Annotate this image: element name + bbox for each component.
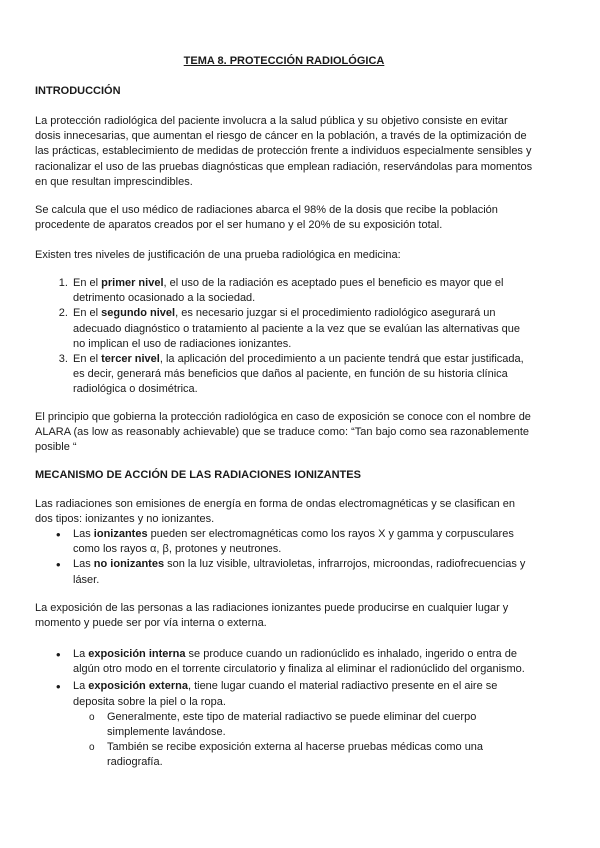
page-title: TEMA 8. PROTECCIÓN RADIOLÓGICA — [183, 55, 385, 67]
section-heading-intro: INTRODUCCIÓN — [35, 85, 121, 97]
mechanism-paragraph-2: La exposición de las personas a las radiaciones ionizantes puede producirse en cualquier lugar y momento y puede ser por vía interna o externa. — [35, 602, 509, 630]
section-heading-mechanism: MECANISMO DE ACCIÓN DE LAS RADIACIONES IONIZANTES — [35, 469, 361, 481]
mechanism-paragraph-1: Las radiaciones son emisiones de energía en forma de ondas electromagnéticas y se clasifican en dos tipos: ionizantes y no ionizantes. — [35, 498, 515, 526]
list-item: 3. En el tercer nivel, la aplicación del procedimiento a un paciente tendrá que estar justificada, es decir, generará más beneficios que daños al paciente, en función de su historia clínica radiológica o dosimétrica. — [71, 352, 535, 398]
exposure-types-list — [35, 647, 535, 771]
intro-paragraph-1: La protección radiológica del paciente involucra a la salud pública y su objetivo consiste en evitar dosis innecesarias, que aumentan el riesgo de cáncer en la población, a través de la optimización de las prácticas, establecimiento de medidas de protección frente a individuos especialmente sensibles y racionalizar el uso de las pruebas diagnósticas que emplean radiación, reservándolas para momentos en que resultan imprescindibles. — [35, 115, 533, 188]
radiation-types-list — [35, 527, 535, 588]
list-item: o También se recibe exposición externa al hacerse pruebas médicas como una radiografía. — [107, 740, 535, 770]
justification-levels — [35, 276, 535, 398]
alara-paragraph: El principio que gobierna la protección radiológica en caso de exposición se conoce con el nombre de ALARA (as low as reasonably achievable) que se traduce como: “Tan bajo como sea razonablemente posible “ — [35, 411, 531, 454]
intro-paragraph-3: Existen tres niveles de justificación de una prueba radiológica en medicina: — [35, 249, 401, 261]
list-item: o Generalmente, este tipo de material radiactivo se puede eliminar del cuerpo simplemente lavándose. — [107, 710, 535, 740]
list-item: 2. En el segundo nivel, es necesario juzgar si el procedimiento radiológico asegurará un adecuado diagnóstico o tratamiento al paciente a la vez que se evalúan las alternativas que no implican el uso de radiaciones ionizantes. — [71, 306, 535, 352]
intro-paragraph-2: Se calcula que el uso médico de radiaciones abarca el 98% de la dosis que recibe la población procedente de aparatos creados por el ser humano y el 20% de su exposición total. — [35, 204, 498, 232]
list-item: 1. En el primer nivel, el uso de la radiación es aceptado pues el beneficio es mayor que el detrimento ocasionado a la sociedad. — [71, 276, 535, 306]
list-item: • La exposición externa, tiene lugar cuando el material radiactivo presente en el aire se deposita sobre la piel o la ropa. o Generalmente, este tipo de material radiactivo se puede eliminar del cuerpo simplemente lavándose. o También se recibe exposición externa al hacerse pruebas médicas como una radiografía. — [73, 679, 535, 770]
list-item: • La exposición interna se produce cuando un radionúclido es inhalado, ingerido o entra de algún otro modo en el torrente circulatorio y finaliza al eliminar el radionúclido del organismo. — [73, 647, 535, 677]
list-item: • Las no ionizantes son la luz visible, ultravioletas, infrarrojos, microondas, radiofrecuencias y láser. — [73, 557, 535, 587]
external-exposure-sublist — [73, 710, 535, 771]
list-item: • Las ionizantes pueden ser electromagnéticas como los rayos X y gamma y corpusculares como los rayos α, β, protones y neutrones. — [73, 527, 535, 557]
